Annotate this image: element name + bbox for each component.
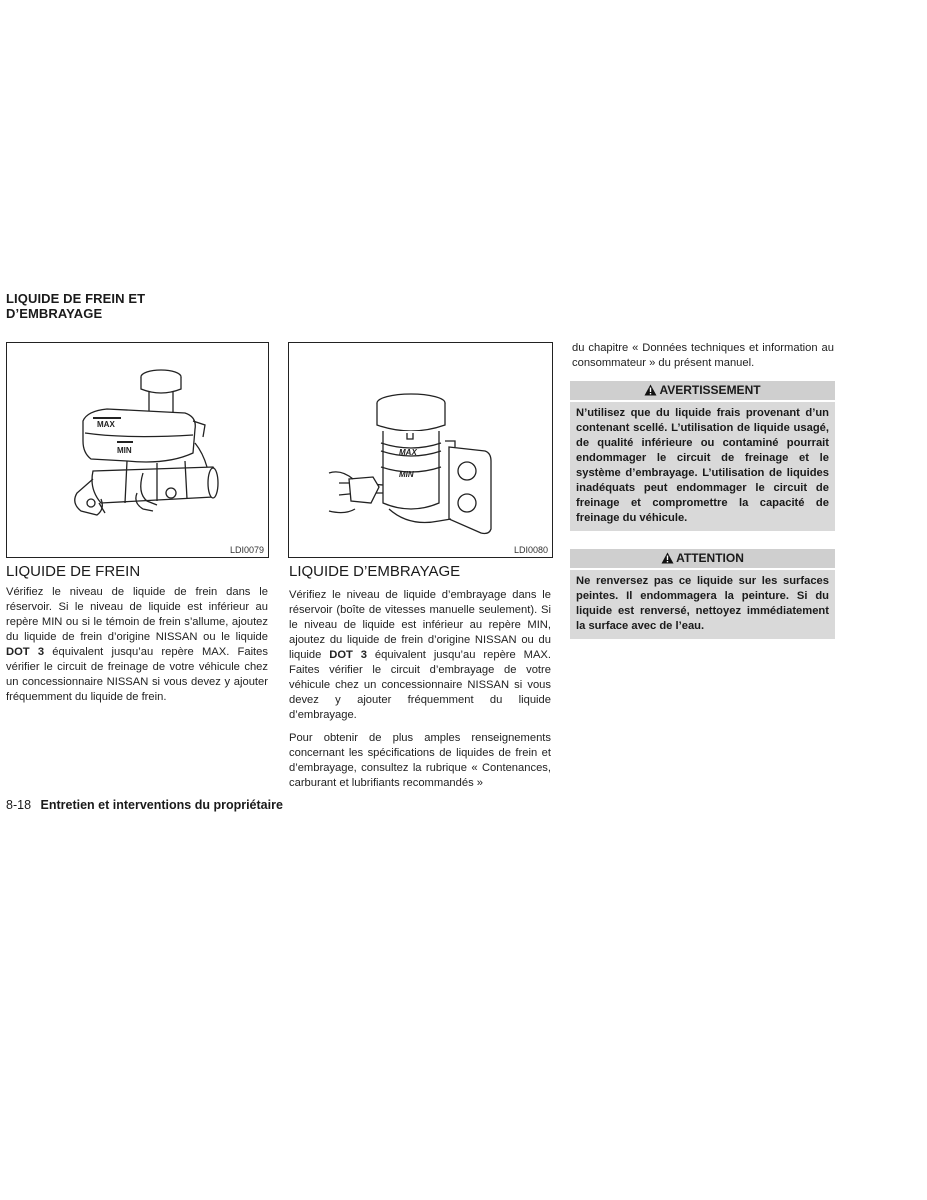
- clutch-fluid-text: [289, 588, 551, 799]
- brake-fluid-paragraph: [6, 585, 268, 705]
- warning-triangle-icon: [644, 384, 657, 396]
- specifications-paragraph: Pour obtenir de plus amples renseignements concernant les spécifications de liquides de frein et d’embrayage, consultez la rubrique « Contenances, carburant et lubrifiants recommandés »: [289, 732, 551, 789]
- text-segment: Vérifiez le niveau de liquide d’embrayage dans le réservoir (boîte de vitesses manuelle seulement). Si le niveau de liquide est inférieur au repère MIN, ajoutez du liquide de frein d’origine NISSAN ou du liquide: [289, 589, 551, 661]
- caution-text: Ne renversez pas ce liquide sur les surfaces peintes. Il endommagera la peinture. Si du liquide est renversé, nettoyez immédiatement la surface avec de l’eau.: [576, 575, 829, 632]
- brake-fluid-heading: LIQUIDE DE FREIN: [6, 563, 141, 580]
- figure-code: LDI0079: [229, 545, 264, 555]
- brake-min-label: MIN: [117, 446, 132, 455]
- clutch-reservoir-illustration: [289, 343, 552, 557]
- section-title-line2: D’EMBRAYAGE: [6, 306, 103, 321]
- caution-box: [570, 549, 835, 639]
- dot3-label: DOT 3: [6, 646, 45, 658]
- clutch-fluid-paragraph: [289, 588, 551, 723]
- caution-triangle-icon: [661, 552, 674, 564]
- clutch-reservoir-figure: [288, 342, 553, 558]
- brake-reservoir-illustration: [7, 343, 268, 557]
- chapter-title: Entretien et interventions du propriétaire: [40, 798, 283, 812]
- brake-max-label: MAX: [97, 420, 115, 429]
- brake-fluid-text: [6, 585, 268, 713]
- chapter-reference-text: du chapitre « Données techniques et information au consommateur » du présent manuel.: [572, 342, 834, 369]
- warning-header: [570, 381, 835, 402]
- warning-box: [570, 381, 835, 531]
- figure-code: LDI0080: [513, 545, 548, 555]
- dot3-label: DOT 3: [329, 649, 367, 661]
- caution-title: ATTENTION: [676, 551, 744, 565]
- text-segment: équivalent jusqu’au repère MAX. Faites vérifier le circuit de freinage de votre véhicule chez un concessionnaire NISSAN si vous devez y ajouter fréquemment du liquide de frein.: [6, 646, 268, 703]
- text-segment: équivalent jusqu’au repère MAX. Faites vérifier le circuit d’embrayage de votre véhicule chez un concessionnaire NISSAN si vous devez y ajouter fréquemment du liquide d’embrayage.: [289, 649, 551, 721]
- brake-reservoir-figure: [6, 342, 269, 558]
- clutch-fluid-heading: LIQUIDE D’EMBRAYAGE: [289, 563, 461, 580]
- clutch-min-label: MIN: [399, 470, 414, 479]
- caution-header: [570, 549, 835, 570]
- page-footer: [6, 798, 283, 812]
- section-title-line1: LIQUIDE DE FREIN ET: [6, 291, 146, 306]
- warning-title: AVERTISSEMENT: [659, 383, 761, 397]
- section-title: [6, 291, 266, 321]
- page-number: 8-18: [6, 798, 32, 812]
- clutch-max-label: MAX: [399, 448, 417, 457]
- text-segment: Vérifiez le niveau de liquide de frein dans le réservoir. Si le niveau de liquide est inférieur au repère MIN ou si le témoin de frein s’allume, ajoutez du liquide de frein d’origine NISSAN ou le liquide: [6, 586, 268, 643]
- warning-text: N’utilisez que du liquide frais provenant d’un contenant scellé. L’utilisation de liquide usagé, de qualité inférieure ou contaminé pourrait endommager le circuit de freinage et le système d’embrayage. L’utilisation de liquides inadéquats peut endommager le circuit de freinage et compromettre la capacité de freinage du véhicule.: [576, 407, 829, 524]
